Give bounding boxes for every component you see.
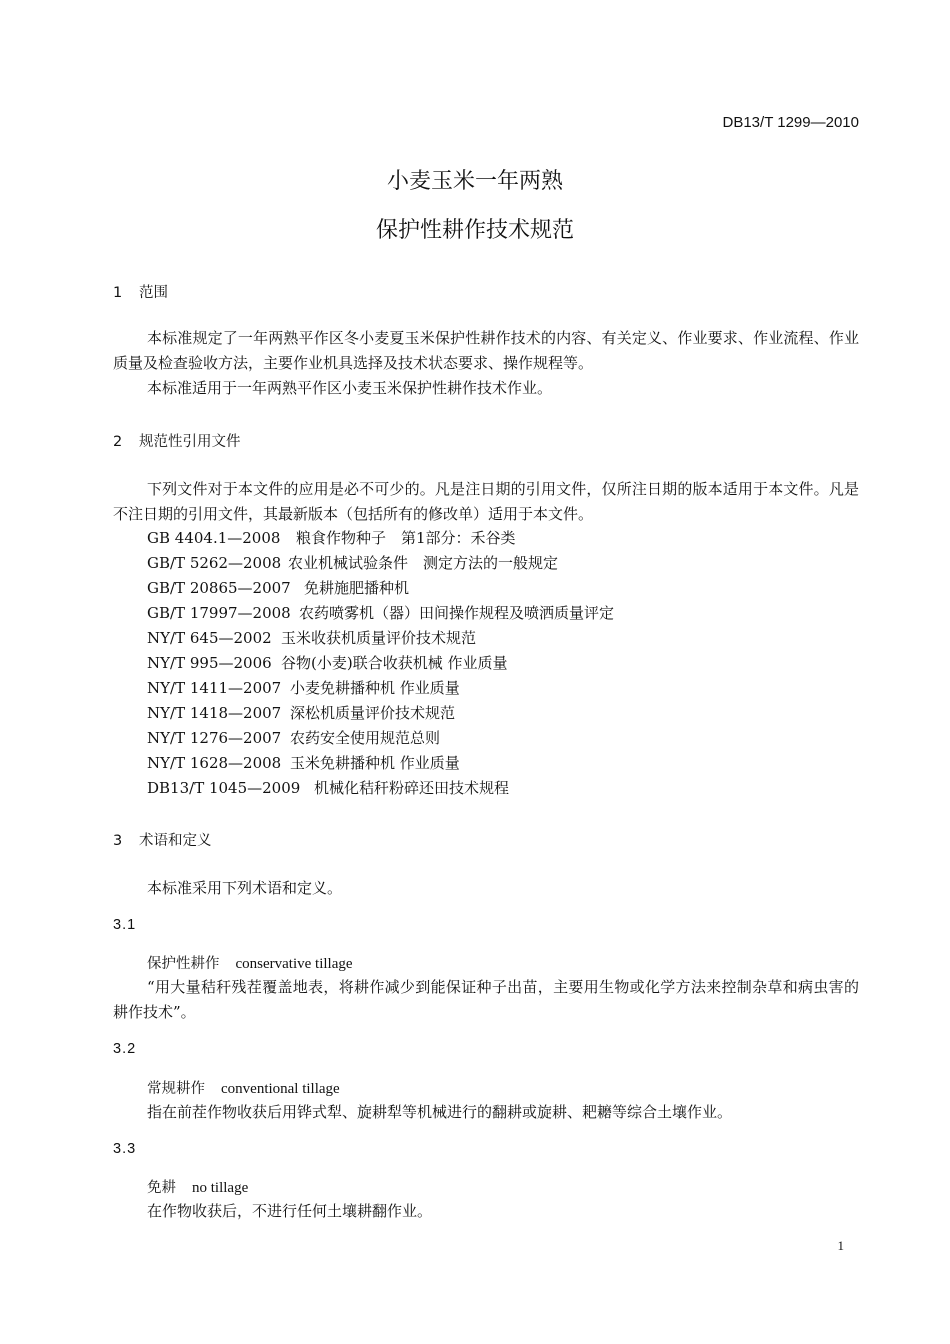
term-number: 3.2 [113, 1041, 137, 1057]
section-2-intro: 下列文件对于本文件的应用是必不可少的。凡是注日期的引用文件，仅所注日期的版本适用于本文件。凡是不注日期的引用文件，其最新版本（包括所有的修改单）适用于本文件。 [113, 480, 859, 523]
term-number: 3.3 [113, 1141, 137, 1157]
reference-title: 农药喷雾机（器）田间操作规程及喷洒质量评定 [299, 604, 615, 622]
reference-title: 免耕施肥播种机 [304, 579, 410, 597]
reference-code: NY/T 1411—2007 [147, 679, 282, 697]
reference-item [147, 602, 614, 623]
term-zh: 免耕 [147, 1180, 176, 1196]
reference-code: NY/T 645—2002 [147, 629, 272, 647]
reference-item [147, 677, 460, 698]
document-number: DB13/T 1299—2010 [722, 114, 859, 131]
reference-title: 农业机械试验条件 测定方法的一般规定 [288, 554, 559, 572]
reference-item [147, 627, 476, 648]
reference-item [147, 527, 516, 548]
term-heading [147, 952, 353, 973]
reference-code: NY/T 995—2006 [147, 654, 272, 672]
reference-title: 深松机质量评价技术规范 [290, 704, 456, 722]
section-1-heading [113, 281, 168, 302]
section-number: 1 [113, 285, 123, 301]
reference-item [147, 777, 509, 798]
reference-item [147, 577, 409, 598]
title-line-1: 小麦玉米一年两熟 [386, 169, 563, 194]
term-definition: “用大量秸秆残茬覆盖地表，将耕作减少到能保证种子出苗，主要用生物或化学方法来控制杂草和病虫害的耕作技术”。 [113, 978, 859, 1021]
section-3-intro: 本标准采用下列术语和定义。 [147, 879, 343, 897]
term-heading [147, 1077, 340, 1098]
reference-title: 农药安全使用规范总则 [290, 729, 441, 747]
reference-title: 玉米免耕播种机 作业质量 [290, 754, 460, 772]
reference-item [147, 727, 440, 748]
reference-code: GB/T 20865—2007 [147, 579, 291, 597]
term-en: conservative tillage [235, 956, 353, 972]
reference-item [147, 702, 455, 723]
section-title: 规范性引用文件 [139, 434, 241, 450]
reference-item [147, 752, 460, 773]
reference-title: 谷物(小麦)联合收获机械 作业质量 [281, 654, 508, 672]
term-definition: 指在前茬作物收获后用铧式犁、旋耕犁等机械进行的翻耕或旋耕、耙耱等综合土壤作业。 [147, 1103, 733, 1121]
reference-title: 粮食作物种子 第1部分：禾谷类 [296, 529, 516, 547]
reference-code: GB/T 5262—2008 [147, 554, 282, 572]
reference-code: GB 4404.1—2008 [147, 529, 281, 547]
section-title: 术语和定义 [139, 833, 212, 849]
term-zh: 保护性耕作 [147, 956, 220, 972]
reference-title: 机械化秸秆粉碎还田技术规程 [314, 779, 510, 797]
title-line-2: 保护性耕作技术规范 [375, 218, 574, 243]
section-1-paragraph-2: 本标准适用于一年两熟平作区小麦玉米保护性耕作技术作业。 [147, 379, 553, 397]
section-1-paragraph-1: 本标准规定了一年两熟平作区冬小麦夏玉米保护性耕作技术的内容、有关定义、作业要求、作业流程、作业质量及检查验收方法，主要作业机具选择及技术状态要求、操作规程等。 [113, 329, 859, 372]
reference-title: 玉米收获机质量评价技术规范 [281, 629, 477, 647]
reference-code: GB/T 17997—2008 [147, 604, 291, 622]
page-number: 1 [837, 1238, 844, 1253]
section-2-heading [113, 430, 241, 451]
reference-code: NY/T 1628—2008 [147, 754, 282, 772]
reference-title: 小麦免耕播种机 作业质量 [290, 679, 460, 697]
section-title: 范围 [139, 285, 168, 301]
term-en: no tillage [192, 1180, 249, 1196]
reference-item [147, 552, 558, 573]
reference-code: NY/T 1418—2007 [147, 704, 282, 722]
term-heading [147, 1176, 248, 1197]
section-number: 2 [113, 434, 123, 450]
term-zh: 常规耕作 [147, 1081, 205, 1097]
term-number: 3.1 [113, 917, 137, 933]
reference-item [147, 652, 507, 673]
term-definition: 在作物收获后，不进行任何土壤耕翻作业。 [147, 1202, 433, 1220]
section-number: 3 [113, 833, 123, 849]
term-en: conventional tillage [221, 1081, 340, 1097]
reference-code: NY/T 1276—2007 [147, 729, 282, 747]
section-3-heading [113, 829, 212, 850]
reference-code: DB13/T 1045—2009 [147, 779, 301, 797]
